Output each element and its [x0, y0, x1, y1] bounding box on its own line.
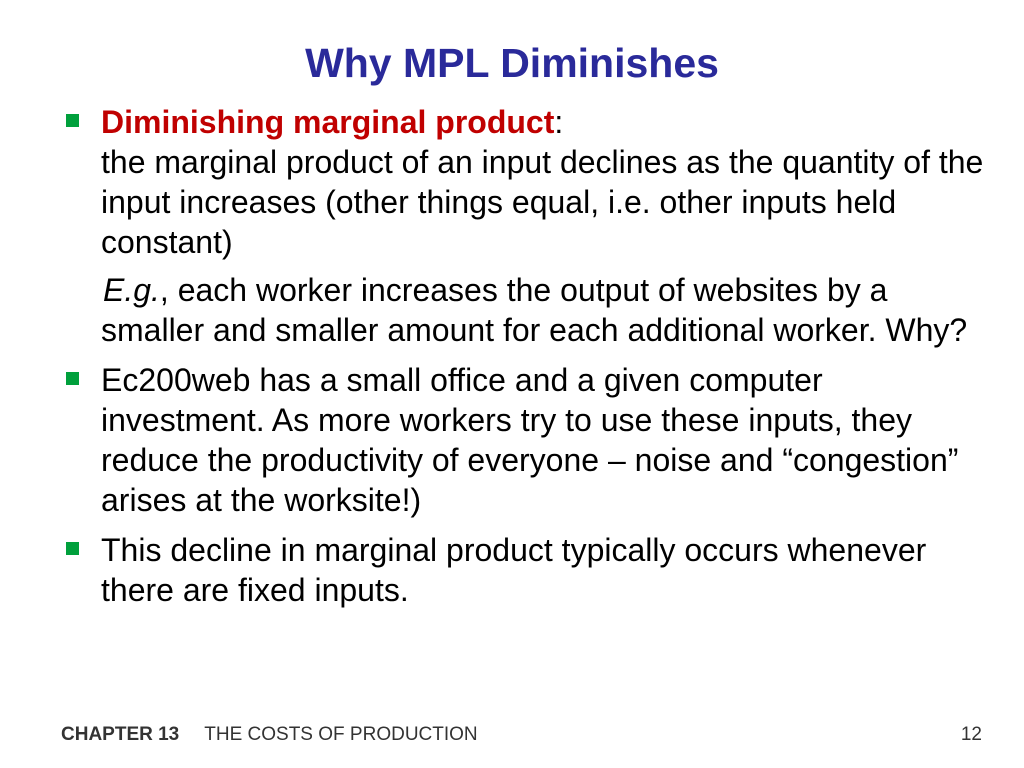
- bullet-item-3: [64, 530, 984, 610]
- footer-chapter: CHAPTER 13: [61, 724, 180, 745]
- bullet-list: [64, 102, 984, 620]
- example-text: , each worker increases the output of websites by a smaller and smaller amount for each additional worker. Why?: [101, 272, 968, 348]
- green-square-bullet-icon: [66, 372, 79, 385]
- bullet-2-text: Ec200web has a small office and a given computer investment. As more workers try to use these inputs, they reduce the productivity of everyone – noise and “congestion” arises at the worksite!): [101, 362, 959, 518]
- footer-subtitle: THE COSTS OF PRODUCTION: [204, 724, 478, 745]
- term-diminishing-marginal-product: Diminishing marginal product: [101, 104, 555, 140]
- bullet-1-example: [101, 270, 984, 350]
- slide-title: Why MPL Diminishes: [305, 40, 719, 86]
- slide-footer: [61, 722, 478, 748]
- page-number: 12: [960, 724, 982, 745]
- term-colon: :: [554, 104, 564, 140]
- bullet-3-text: This decline in marginal product typically occurs whenever there are fixed inputs.: [101, 532, 927, 608]
- bullet-item-1: [64, 102, 984, 350]
- example-label: E.g.: [103, 272, 160, 308]
- green-square-bullet-icon: [66, 114, 79, 127]
- green-square-bullet-icon: [66, 542, 79, 555]
- bullet-1-definition: the marginal product of an input declines as the quantity of the input increases (other things equal, i.e. other inputs held constant): [101, 144, 984, 260]
- bullet-item-2: [64, 360, 984, 520]
- bullet-1-heading: [101, 102, 984, 142]
